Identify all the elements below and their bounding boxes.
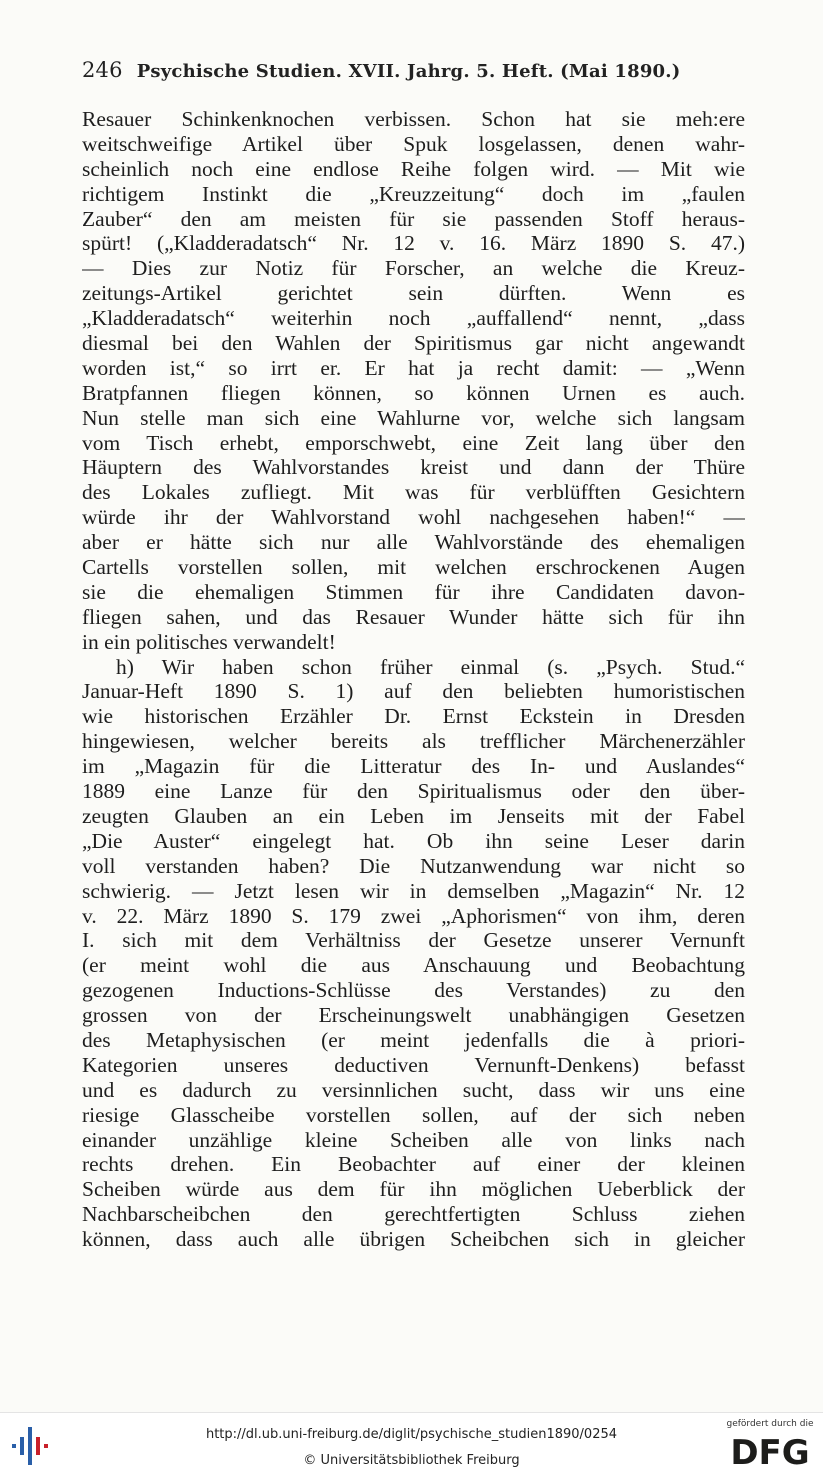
- text-line: vom Tisch erhebt, emporschwebt, eine Zeit lang über den: [82, 430, 745, 455]
- body-text: [82, 107, 745, 1252]
- text-line: aber er hätte sich nur alle Wahlvorstände des ehemaligen: [82, 530, 745, 555]
- text-line: Häuptern des Wahlvorstandes kreist und dann der Thüre: [82, 455, 745, 480]
- copyright-notice: © Universitätsbibliothek Freiburg: [303, 1453, 520, 1468]
- text-line: — Dies zur Notiz für Forscher, an welche die Kreuz-: [82, 256, 745, 281]
- text-line: Cartells vorstellen sollen, mit welchen erschrockenen Augen: [82, 555, 745, 580]
- text-line: weitschweifige Artikel über Spuk losgelassen, denen wahr-: [82, 131, 745, 156]
- text-line: Zauber“ den am meisten für sie passenden Stoff heraus-: [82, 206, 745, 231]
- text-line: sie die ehemaligen Stimmen für ihre Candidaten davon-: [82, 579, 745, 604]
- text-line: Januar-Heft 1890 S. 1) auf den beliebten humoristischen: [82, 679, 745, 704]
- text-line: richtigem Instinkt die „Kreuzzeitung“ doch im „faulen: [82, 181, 745, 206]
- text-line: im „Magazin für die Litteratur des In- und Auslandes“: [82, 754, 745, 779]
- text-line: wie historischen Erzähler Dr. Ernst Eckstein in Dresden: [82, 704, 745, 729]
- text-line: Scheiben würde aus dem für ihn möglichen Ueberblick der: [82, 1177, 745, 1202]
- text-line: Nachbarscheibchen den gerechtfertigten Schluss ziehen: [82, 1202, 745, 1227]
- document-url[interactable]: http://dl.ub.uni-freiburg.de/diglit/psychische_studien1890/0254: [205, 1427, 618, 1442]
- text-line: spürt! („Kladderadatsch“ Nr. 12 v. 16. März 1890 S. 47.): [82, 231, 745, 256]
- text-line: rechts drehen. Ein Beobachter auf einer der kleinen: [82, 1152, 745, 1177]
- viewer-footer: [0, 1412, 823, 1475]
- text-line: diesmal bei den Wahlen der Spiritismus gar nicht angewandt: [82, 331, 745, 356]
- text-line: worden ist,“ so irrt er. Er hat ja recht damit: — „Wenn: [82, 355, 745, 380]
- text-line: des Lokales zufliegt. Mit was für verblüfften Gesichtern: [82, 480, 745, 505]
- text-line: voll verstanden haben? Die Nutzanwendung war nicht so: [82, 853, 745, 878]
- page-number: 246: [82, 58, 123, 82]
- text-line: scheinlich noch eine endlose Reihe folgen wird. — Mit wie: [82, 156, 745, 181]
- text-line: v. 22. März 1890 S. 179 zwei „Aphorismen“ von ihm, deren: [82, 903, 745, 928]
- running-header: [82, 58, 747, 82]
- text-line: I. sich mit dem Verhältniss der Gesetze unserer Vernunft: [82, 928, 745, 953]
- text-line: (er meint wohl die aus Anschauung und Beobachtung: [82, 953, 745, 978]
- text-line: zeitungs-Artikel gerichtet sein dürften. Wenn es: [82, 281, 745, 306]
- running-title: Psychische Studien. XVII. Jahrg. 5. Heft. (Mai 1890.): [136, 61, 681, 82]
- dfg-logo-icon: [726, 1433, 814, 1469]
- text-line: grossen von der Erscheinungswelt unabhängigen Gesetzen: [82, 1003, 745, 1028]
- text-line: „Die Auster“ eingelegt hat. Ob ihn seine Leser darin: [82, 828, 745, 853]
- text-line: gezogenen Inductions-Schlüsse des Verstandes) zu den: [82, 978, 745, 1003]
- text-line: 1889 eine Lanze für den Spiritualismus oder den über-: [82, 779, 745, 804]
- text-line: „Kladderadatsch“ weiterhin noch „auffallend“ nennt, „dass: [82, 306, 745, 331]
- text-line: Bratpfannen fliegen können, so können Urnen es auch.: [82, 380, 745, 405]
- text-line: können, dass auch alle übrigen Scheibchen sich in gleicher: [82, 1227, 745, 1252]
- svg-text:DFG: DFG: [730, 1433, 810, 1469]
- text-line: Kategorien unseres deductiven Vernunft-Denkens) befasst: [82, 1052, 745, 1077]
- text-line: einander unzählige kleine Scheiben alle von links nach: [82, 1127, 745, 1152]
- text-line: hingewiesen, welcher bereits als trefflicher Märchenerzähler: [82, 729, 745, 754]
- text-line: riesige Glasscheibe vorstellen sollen, auf der sich neben: [82, 1102, 745, 1127]
- text-line: h) Wir haben schon früher einmal (s. „Psych. Stud.“: [116, 654, 745, 679]
- dfg-logo: [722, 1419, 818, 1471]
- text-line: Nun stelle man sich eine Wahlurne vor, welche sich langsam: [82, 405, 745, 430]
- text-line: des Metaphysischen (er meint jedenfalls die à priori-: [82, 1027, 745, 1052]
- text-line: und es dadurch zu versinnlichen sucht, dass wir uns eine: [82, 1077, 745, 1102]
- text-line: fliegen sahen, und das Resauer Wunder hätte sich für ihn: [82, 604, 745, 629]
- text-line: würde ihr der Wahlvorstand wohl nachgesehen haben!“ —: [82, 505, 745, 530]
- text-line: in ein politisches verwandelt!: [82, 629, 336, 654]
- text-line: zeugten Glauben an ein Leben im Jenseits mit der Fabel: [82, 803, 745, 828]
- text-line: Resauer Schinkenknochen verbissen. Schon hat sie meh:ere: [82, 107, 745, 131]
- funder-note: gefördert durch die: [726, 1419, 814, 1429]
- text-line: schwierig. — Jetzt lesen wir in demselben „Magazin“ Nr. 12: [82, 878, 745, 903]
